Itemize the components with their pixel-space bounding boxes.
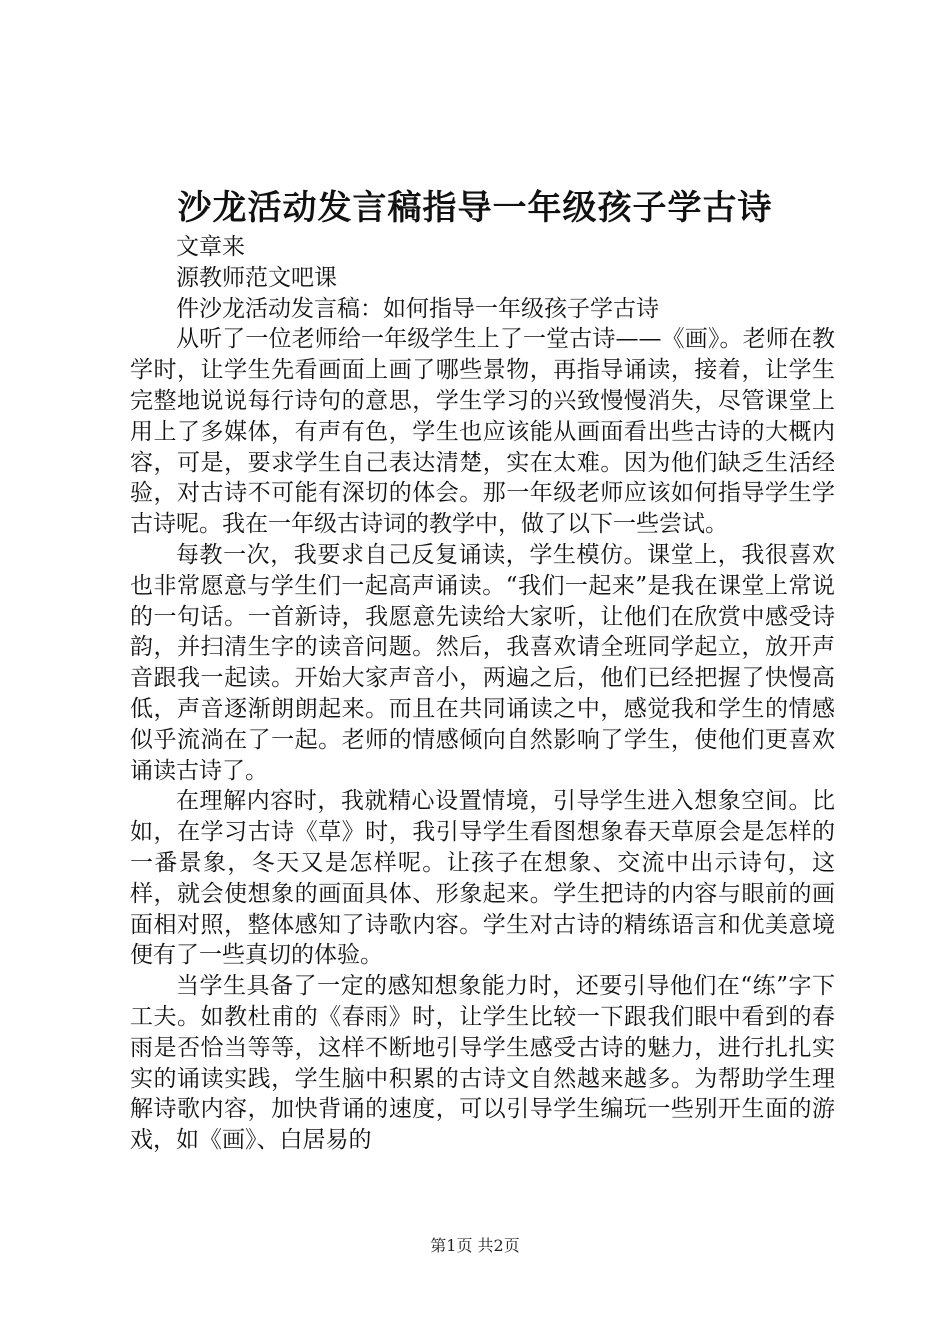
paragraph: 每教一次，我要求自己反复诵读，学生模仿。课堂上，我很喜欢也非常愿意与学生们一起高声诵读。“我们一起来”是我在课堂上常说的一句话。一首新诗，我愿意先读给大家听，让他们在欣赏中感受诗韵，并扫清生字的读音问题。然后，我喜欢请全班同学起立，放开声音跟我一起读。开始大家声音小，两遍之后，他们已经把握了快慢高低，声音逐渐朗朗起来。而且在共同诵读之中，感觉我和学生的情感似乎流淌在了一起。老师的情感倾向自然影响了学生，使他们更喜欢诵读古诗了。 [130, 541, 835, 784]
meta-line: 源教师范文吧课 [176, 264, 337, 291]
paragraph: 在理解内容时，我就精心设置情境，引导学生进入想象空间。比如，在学习古诗《草》时，我引导学生看图想象春天草原会是怎样的一番景象，冬天又是怎样呢。让孩子在想象、交流中出示诗句，这样，就会使想象的画面具体、形象起来。学生把诗的内容与眼前的画面相对照，整体感知了诗歌内容。学生对古诗的精练语言和优美意境便有了一些真切的体验。 [130, 788, 835, 969]
page-footer: 第1页 共2页 [430, 1236, 520, 1255]
meta-line: 文章来 [176, 234, 245, 260]
document-body [130, 232, 835, 1156]
meta-line: 件沙龙活动发言稿：如何指导一年级孩子学古诗 [176, 295, 659, 322]
paragraph: 当学生具备了一定的感知想象能力时，还要引导他们在“练”字下工夫。如教杜甫的《春雨》时，让学生比较一下跟我们眼中看到的春雨是否恰当等等，这样不断地引导学生感受古诗的魅力，进行扎扎实实的诵读实践，学生脑中积累的古诗文自然越来越多。为帮助学生理解诗歌内容，加快背诵的速度，可以引导学生编玩一些别开生面的游戏，如《画》、白居易的 [130, 973, 835, 1154]
paragraph: 从听了一位老师给一年级学生上了一堂古诗——《画》。老师在教学时，让学生先看画面上画了哪些景物，再指导诵读，接着，让学生完整地说说每行诗句的意思，学生学习的兴致慢慢消失，尽管课堂上用上了多媒体，有声有色，学生也应该能从画面看出些古诗的大概内容，可是，要求学生自己表达清楚，实在太难。因为他们缺乏生活经验，对古诗不可能有深切的体会。那一年级老师应该如何指导学生学古诗呢。我在一年级古诗词的教学中，做了以下一些尝试。 [130, 326, 835, 538]
document-title: 沙龙活动发言稿指导一年级孩子学古诗 [177, 188, 773, 228]
